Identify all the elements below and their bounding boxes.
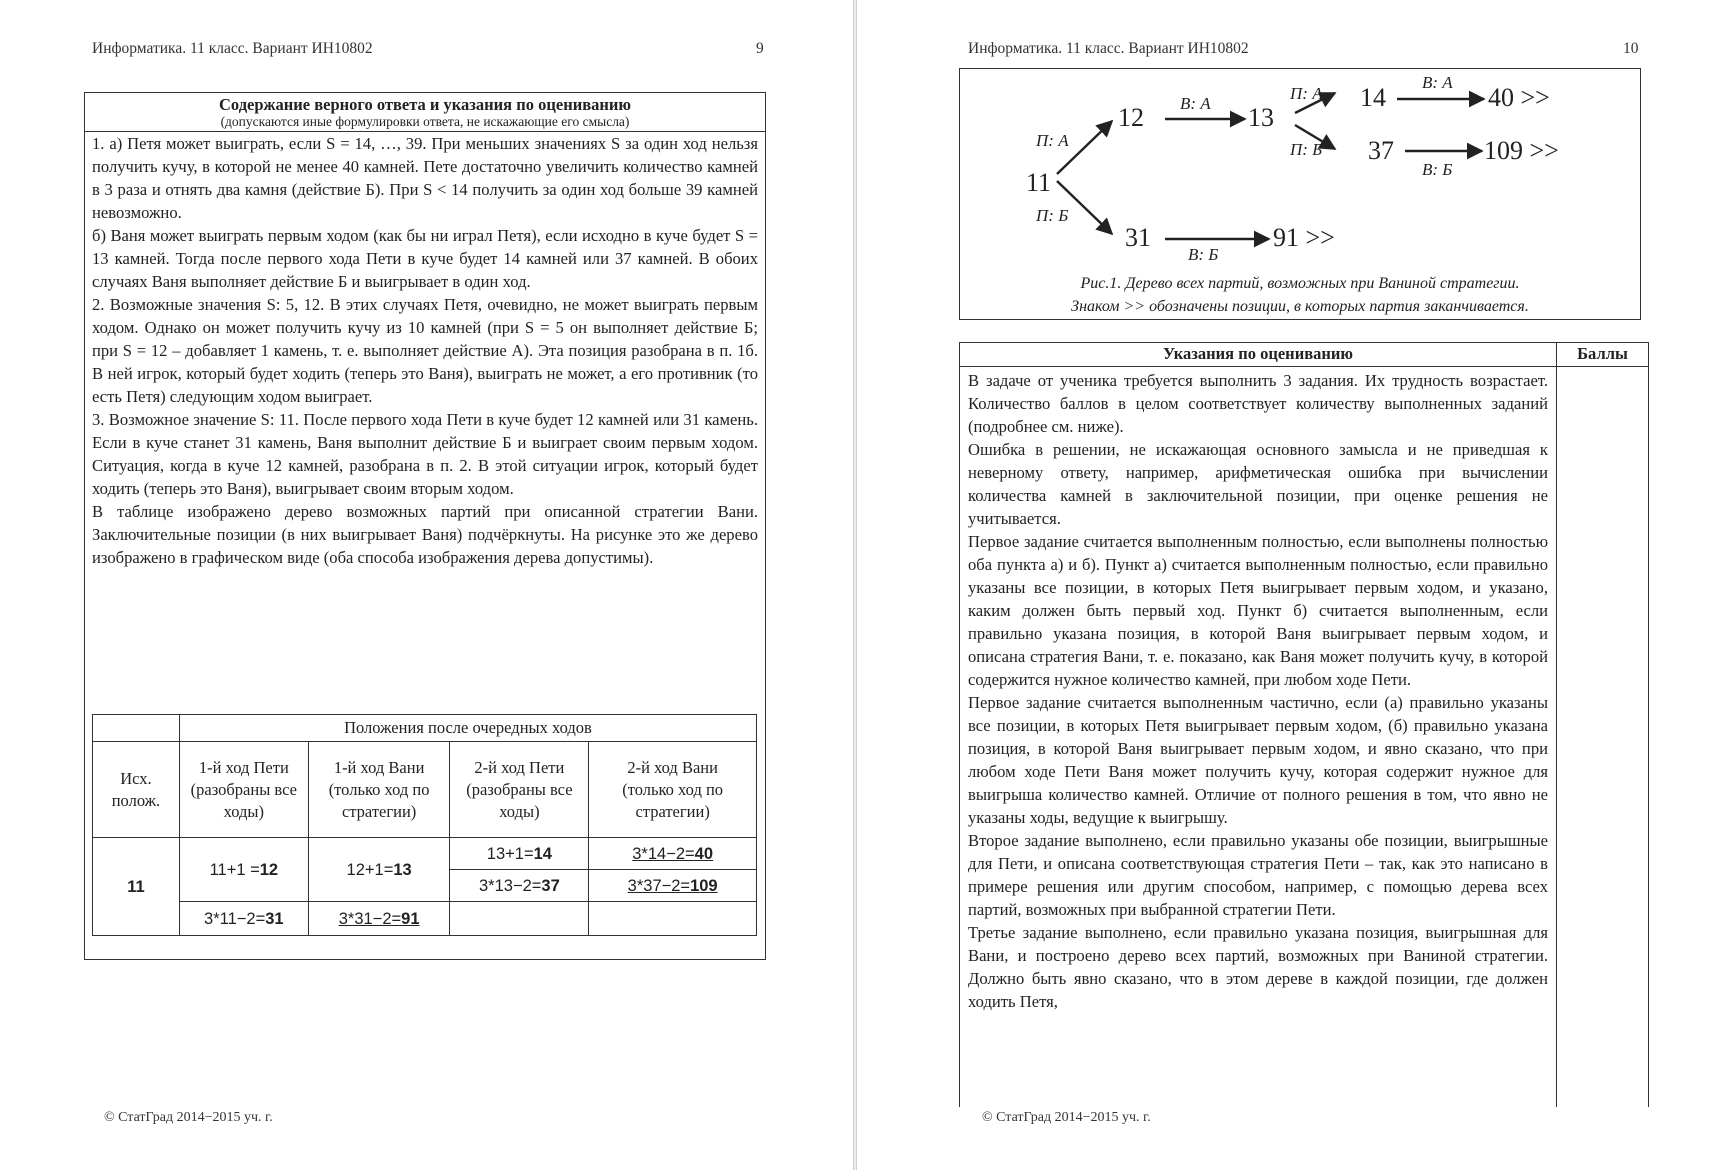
node-12: 12 — [1118, 103, 1144, 132]
answer-paragraph: 3. Возможное значение S: 11. После первого хода Пети в куче будет 12 камней или 31 камень. Если в куче станет 31 камень, Ваня выполнит действие Б и выиграет своим первым ходом. Ситуация, когда в куче 12 камней, разобрана в п. 2. В этой ситуации игрок, который будет ходить (теперь это Ваня), выигрывает своим вторым ходом. — [92, 410, 758, 498]
page-9 — [0, 0, 853, 1170]
answer-box-header — [85, 93, 765, 132]
table-cell: 11+1 =12 — [179, 838, 308, 902]
grading-paragraph: В задаче от ученика требуется выполнить 3 задания. Их трудность возрастает. Количество баллов в целом соответствует количеству выполненных заданий (подробнее см. ниже). — [968, 371, 1548, 436]
node-14: 14 — [1360, 83, 1386, 112]
table-span-header: Положения после очередных ходов — [179, 715, 756, 742]
answer-text — [85, 132, 765, 569]
node-40: 40 >> — [1488, 83, 1550, 112]
page-footer: © СтатГрад 2014−2015 уч. г. — [104, 1110, 273, 1125]
figure-caption-2: Знаком >> обозначены позиции, в которых партия заканчивается. — [1071, 298, 1529, 315]
figure-caption-1: Рис.1. Дерево всех партий, возможных при Ваниной стратегии. — [1080, 275, 1520, 292]
label-PB-1: П: Б — [1036, 206, 1069, 225]
grading-col-instructions: Указания по оцениванию — [960, 343, 1557, 366]
node-109: 109 >> — [1484, 136, 1559, 165]
table-header-col: 2-й ход Вани (только ход по стратегии) — [589, 742, 757, 838]
table-cell: 3*13−2=37 — [450, 870, 589, 902]
label-VA-2: В: А — [1422, 73, 1453, 92]
grading-paragraph: Третье задание выполнено, если правильно указана позиция, выигрышная для Вани, и построено дерево всех партий, возможных при Ваниной стратегии. Должно быть явно сказано, что в этом дереве в каждой позиции, где должен ходить Петя, — [968, 923, 1548, 1011]
page-header: Информатика. 11 класс. Вариант ИН10802 — [92, 40, 373, 57]
table-cell: 12+1=13 — [308, 838, 450, 902]
table-start-cell — [93, 838, 180, 936]
game-tree-table — [92, 714, 757, 936]
label-PA-2: П: А — [1290, 84, 1323, 103]
grading-table — [959, 342, 1649, 1107]
table-cell: 13+1=14 — [450, 838, 589, 870]
table-corner — [93, 715, 180, 742]
grading-text — [960, 367, 1557, 1107]
grading-paragraph: Первое задание считается выполненным частично, если (а) правильно указаны все позиции, в которых Петя выигрывает первым ходом, (б) правильно указана позиция, в которой Ваня выигрывает первым ходом, и явно сказано, что при любом ходе Пети Ваня может получить кучу, которая содержит нужное для выигрыша количество камней. Отличие от полного решения в том, что явно не указаны ходы, ведущие к выигрышу. — [968, 693, 1548, 827]
table-header-start: Исх. полож. — [93, 742, 180, 838]
page-10 — [857, 0, 1710, 1170]
node-13: 13 — [1248, 103, 1274, 132]
table-cell-final: 3*14−2=40 — [589, 838, 757, 870]
start-value: 11 — [127, 877, 145, 896]
table-header-col: 1-й ход Пети (разобраны все ходы) — [179, 742, 308, 838]
answer-paragraph: В таблице изображено дерево возможных партий при описанной стратегии Вани. Заключительные позиции (в них выигрывает Ваня) подчёркнуты. На рисунке это же дерево изображено в графическом виде (оба способа изображения дерева допустимы). — [92, 502, 758, 567]
grading-header — [960, 343, 1648, 367]
grading-points-cell — [1557, 367, 1648, 1107]
page-footer: © СтатГрад 2014−2015 уч. г. — [982, 1110, 1151, 1125]
answer-box-title: Содержание верного ответа и указания по оцениванию — [219, 95, 631, 114]
table-header-col: 2-й ход Пети (разобраны все ходы) — [450, 742, 589, 838]
table-header-col: 1-й ход Вани (только ход по стратегии) — [308, 742, 450, 838]
table-cell-empty — [589, 902, 757, 936]
node-31: 31 — [1125, 223, 1151, 252]
grading-paragraph: Первое задание считается выполненным полностью, если выполнены полностью оба пункта а) и б). Пункт а) считается выполненным полностью, если правильно указаны все позиции, в которых Петя выигрывает первым ходом, и указано, каким должен быть первый ход. Пункт б) считается выполненным, если правильно указана позиция, в которой Ваня выигрывает первым ходом, и описана стратегия Вани, т. е. показано, как Ваня может получить кучу, в которой содержится нужное количество камней, при любом ходе Пети. — [968, 532, 1548, 689]
grading-col-points: Баллы — [1577, 344, 1628, 363]
node-37: 37 — [1368, 136, 1394, 165]
label-PA-1: П: А — [1036, 131, 1069, 150]
node-11: 11 — [1026, 168, 1052, 197]
answer-paragraph: 2. Возможные значения S: 5, 12. В этих случаях Петя, очевидно, не может выиграть первым ходом. Однако он может получить кучу из 10 камней (при S = 5 он выполняет действие Б; при S = 12 – добавляет 1 камень, т. е. выполняет действие А). Эта позиция разобрана в п. 1б. В ней игрок, который будет ходить (теперь это Ваня), выиграть не может, а его противник (то есть Петя) следующим ходом выиграет. — [92, 295, 758, 406]
label-VA-1: В: А — [1180, 94, 1211, 113]
grading-paragraph: Ошибка в решении, не искажающая основного замысла и не приведшая к неверному ответу, например, арифметическая ошибка при вычислении количества камней в заключительной позиции, при оценке решения не учитывается. — [968, 440, 1548, 528]
table-cell-empty — [450, 902, 589, 936]
table-cell: 3*11−2=31 — [179, 902, 308, 936]
page-number: 9 — [756, 40, 764, 57]
grading-paragraph: Второе задание выполнено, если правильно указаны обе позиции, выигрышные для Пети, и описана соответствующая стратегия Пети – так, как это написано в примере решения или другим способом, например, с помощью дерева всех партий, возможных при выбранной стратегии Пети. — [968, 831, 1548, 919]
page-header: Информатика. 11 класс. Вариант ИН10802 — [968, 40, 1249, 57]
label-VB-1: В: Б — [1422, 160, 1453, 179]
game-tree-figure — [959, 68, 1641, 320]
answer-box-subtitle: (допускаются иные формулировки ответа, не искажающие его смысла) — [220, 114, 630, 129]
answer-paragraph: 1. а) Петя может выиграть, если S = 14, …, 39. При меньших значениях S за один ход нельзя получить кучу, в которой не менее 40 камней. Пете достаточно увеличить количество камней в 3 раза и отнять два камня (действие Б). При S < 14 получить за один ход больше 39 камней невозможно. — [92, 134, 758, 222]
grading-body — [960, 367, 1648, 1107]
table-cell-final: 3*37−2=109 — [589, 870, 757, 902]
page-number: 10 — [1623, 40, 1639, 57]
label-VB-2: В: Б — [1188, 245, 1219, 264]
table-cell-final: 3*31−2=91 — [308, 902, 450, 936]
node-91: 91 >> — [1273, 223, 1335, 252]
answer-paragraph: б) Ваня может выиграть первым ходом (как бы ни играл Петя), если исходно в куче будет S = 13 камней. Тогда после первого хода Пети в куче будет 14 камней или 37 камней. В обоих случаях Ваня выполняет действие Б и выигрывает в один ход. — [92, 226, 758, 291]
label-PB-2: П: Б — [1290, 140, 1323, 159]
